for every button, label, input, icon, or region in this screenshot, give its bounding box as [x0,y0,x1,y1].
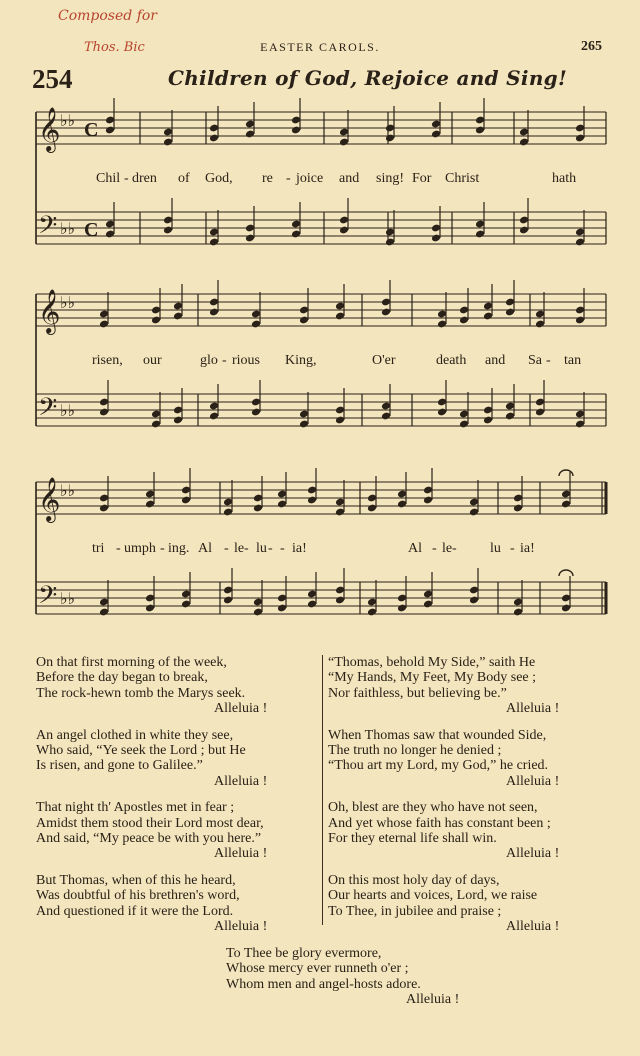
verse-line: Before the day began to break, [36,670,208,686]
lyric-syllable: Chil [96,171,121,186]
verse-line: “My Hands, My Feet, My Body see ; [328,670,537,686]
lyric-syllable: - [244,541,249,556]
verse-alleluia: Alleluia ! [506,919,560,935]
verse-alleluia: Alleluia ! [214,701,268,717]
verse-line: “Thou art my Lord, my God,” he cried. [328,758,549,774]
treble-clef: 𝄞 [38,107,61,151]
verse-alleluia: Alleluia ! [506,701,560,717]
page-number: 265 [581,39,602,54]
lyric-syllable: - [160,541,165,556]
lyric-syllable: and [339,171,360,186]
handwritten-annotation-line1: Composed for [58,8,157,24]
verse-line: Our hearts and voices, Lord, we raise [328,888,538,904]
verse-alleluia: Alleluia ! [214,773,268,789]
verses-right-column [328,655,559,946]
lyric-syllable: glo [200,353,218,368]
verse-line: To Thee, in jubilee and praise ; [328,903,502,919]
lyric-syllable: umph [124,541,156,556]
verse-stanza [36,873,267,935]
verse-line: For they eternal life shall win. [328,831,497,847]
lyric-syllable: - [432,541,437,556]
lyric-syllable: sing! [376,171,404,186]
lyric-syllable: le [442,541,453,556]
lyric-syllable: ing. [168,541,190,556]
verse-line: And said, “My peace be with you here.” [36,831,262,847]
verse-line: Oh, blest are they who have not seen, [328,800,538,816]
lyric-syllable: - [124,171,129,186]
lyric-syllable: death [436,353,467,368]
verse-line: And questioned if it were the Lord. [36,903,234,919]
verse-stanza [328,728,559,790]
lyric-syllable: - [286,171,291,186]
bass-clef: 𝄢 [38,393,58,428]
lyric-syllable: lu [490,541,501,556]
handwritten-annotation-line2: Thos. Bic [84,40,145,55]
verse-line: Whom men and angel-hosts adore. [226,976,421,992]
lyric-syllable: For [412,171,432,186]
verse-line: “Thomas, behold My Side,” saith He [328,655,536,670]
verse-line: Amidst them stood their Lord most dear, [36,815,264,831]
verse-alleluia: Alleluia ! [406,992,460,1008]
lyric-syllable: - [224,541,229,556]
time-signature: C [84,119,99,141]
flat-sign: ♭♭ [60,219,76,238]
lyric-syllable: joice [296,171,324,186]
lyric-syllable: - [510,541,515,556]
flat-sign: ♭♭ [60,481,76,500]
verse-alleluia: Alleluia ! [214,846,268,862]
lyric-syllable: hath [552,171,577,186]
verse-line: And yet whose faith has constant been ; [328,815,551,831]
lyric-syllable: O'er [372,353,396,368]
verse-line: To Thee be glory evermore, [226,946,382,961]
lyric-syllable: and [485,353,506,368]
lyric-syllable: rious [232,353,260,368]
lyric-syllable: lu [256,541,267,556]
verse-line: On that first morning of the week, [36,655,227,670]
lyric-syllable: King, [285,353,317,368]
verse-line: That night th' Apostles met in fear ; [36,800,235,816]
lyric-syllable: our [143,353,162,368]
lyric-syllable: - [452,541,457,556]
column-divider [322,655,323,925]
verse-stanza [36,655,267,717]
verse-line: Is risen, and gone to Galilee.” [36,758,203,774]
running-title: EASTER CAROLS. [260,40,380,54]
verse-line: Was doubtful of his brethren's word, [36,888,240,904]
verse-stanza [328,800,559,862]
lyric-syllable: - [280,541,285,556]
lyric-syllable: Al [408,541,422,556]
lyric-syllable: of [178,171,190,186]
treble-clef: 𝄞 [38,477,61,521]
lyric-syllable: Al [198,541,212,556]
flat-sign: ♭♭ [60,589,76,608]
fermata [559,470,573,476]
verse-line: But Thomas, when of this he heard, [36,872,236,888]
lyric-syllable: ia! [520,541,535,556]
lyric-syllable: Christ [445,171,480,186]
doxology-verse [226,946,459,1008]
hymn-title: Children of God, Rejoice and Sing! [168,66,568,90]
verse-line: Nor faithless, but believing be.” [328,685,507,701]
verse-line: Whose mercy ever runneth o'er ; [226,961,409,977]
lyric-syllable: dren [132,171,157,186]
verse-stanza [328,873,559,935]
verse-alleluia: Alleluia ! [214,919,268,935]
flat-sign: ♭♭ [60,111,76,130]
lyric-syllable: - [222,353,227,368]
verse-stanza [36,728,267,790]
verse-alleluia: Alleluia ! [506,773,560,789]
lyric-syllable: tan [564,353,582,368]
bass-clef: 𝄢 [38,211,58,246]
lyric-syllable: tri [92,541,105,556]
verse-line: When Thomas saw that wounded Side, [328,727,547,743]
verse-stanza [36,800,267,862]
lyric-syllable: re [262,171,273,186]
bass-clef: 𝄢 [38,581,58,616]
lyric-syllable: le [234,541,245,556]
verses-left-column [36,655,267,946]
lyric-syllable: Sa [528,353,542,368]
verse-line: An angel clothed in white they see, [36,727,234,743]
hymn-number: 254 [32,64,73,94]
lyric-syllable: - [268,541,273,556]
verse-line: The truth no longer he denied ; [328,743,502,759]
verse-stanza [328,655,559,717]
lyric-syllable: risen, [92,353,123,368]
flat-sign: ♭♭ [60,293,76,312]
verse-alleluia: Alleluia ! [506,846,560,862]
fermata [559,570,573,576]
verse-line: Who said, “Ye seek the Lord ; but He [36,743,246,759]
lyric-syllable: - [116,541,121,556]
lyric-syllable: God, [205,171,233,186]
lyric-syllable: - [546,353,551,368]
flat-sign: ♭♭ [60,401,76,420]
verse-line: On this most holy day of days, [328,872,500,888]
lyric-syllable: ia! [292,541,307,556]
time-signature: C [84,219,99,241]
verse-line: The rock-hewn tomb the Marys seek. [36,685,246,701]
treble-clef: 𝄞 [38,289,61,333]
